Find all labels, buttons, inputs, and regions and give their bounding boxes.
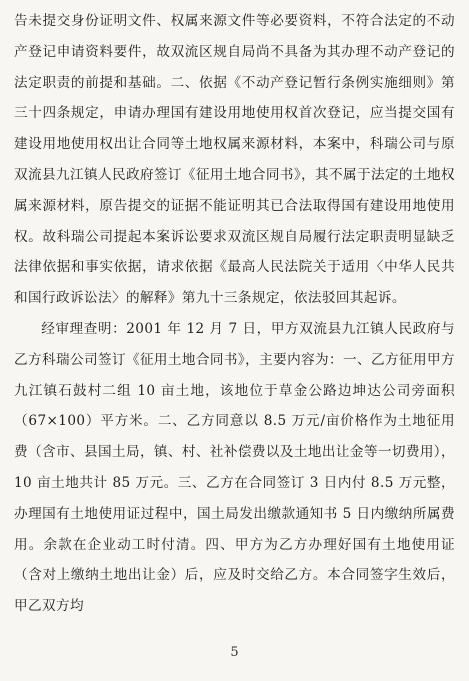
- paragraph-1: 告未提交身份证明文件、权属来源文件等必要资料，不符合法定的不动产登记申请资料要件，故双流区规自局尚不具备为其办理不动产登记的法定职责的前提和基础。二、依据《不动产登记暂行条例实施细则》第三十四条规定，申请办理国有建设用地使用权首次登记，应当提交国有建设用地使用权出让合同等土地权属来源材料，本案中，科瑞公司与原双流县九江镇人民政府签订《征用土地合同书》，其不属于法定的土地权属来源材料，原告提交的证据不能证明其已合法取得国有建设用地使用权。故科瑞公司提起本案诉讼要求双流区规自局履行法定职责明显缺乏法律依据和事实依据，请求依据《最高人民法院关于适用〈中华人民共和国行政诉讼法〉的解释》第九十三条规定，依法驳回其起诉。: [14, 13, 455, 307]
- page-number: 5: [230, 645, 239, 660]
- paragraph-2: 经审理查明：2001 年 12 月 7 日，甲方双流县九江镇人民政府与乙方科瑞公司签订《征用土地合同书》，主要内容为：一、乙方征用甲方九江镇石鼓村二组 10 亩土地，该地位于草金公路边坤达公司旁面积（67×100）平方米。二、乙方同意以 8.5 万元/亩价格作为土地征用费（含市、县国土局，镇、村、社补偿费以及土地出让金等一切费用），10 亩土地共计 85 万元。三、乙方在合同签订 3 日内付 8.5 万元整，办理国有土地使用证过程中，国土局发出缴款通知书 5 日内缴纳所属费用。余款在企业动工时付清。四、甲方为乙方办理好国有土地使用证（含对上缴纳土地出让金）后，应及时交给乙方。本合同签字生效后，甲乙双方均: [14, 320, 455, 615]
